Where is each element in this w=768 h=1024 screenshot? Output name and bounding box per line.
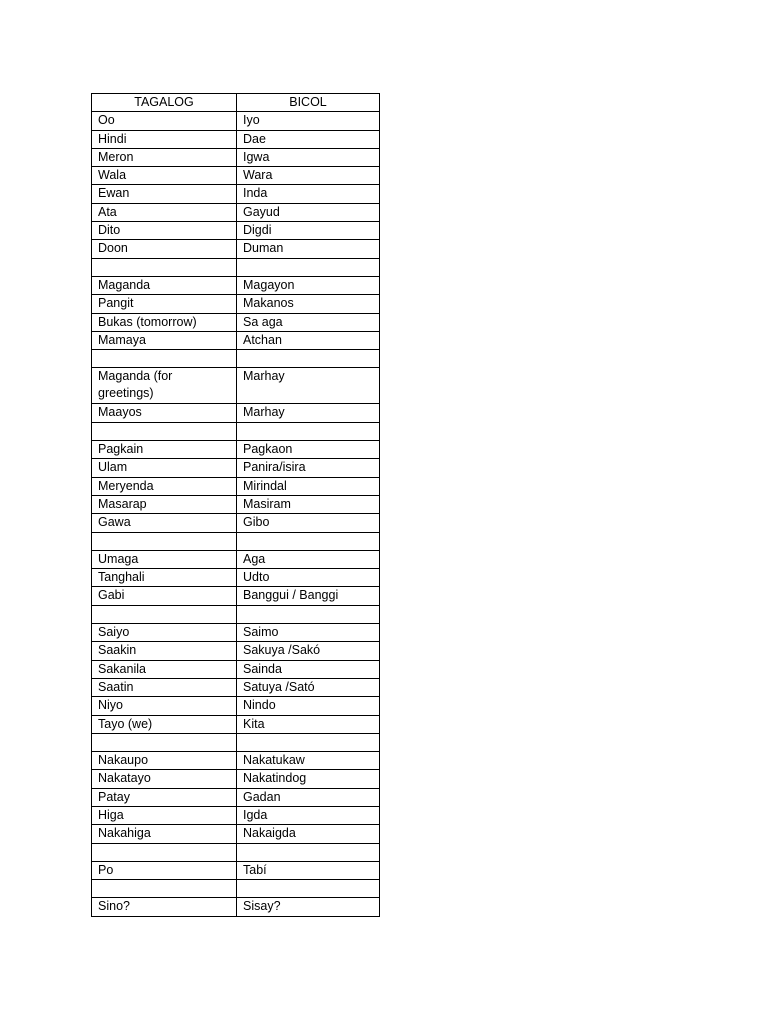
table-row (92, 550, 380, 568)
tagalog-cell: Nakaupo (92, 752, 237, 770)
table-row (92, 350, 380, 368)
bicol-cell: Sakuya /Sakó (237, 642, 380, 660)
table-row (92, 532, 380, 550)
tagalog-cell: Nakahiga (92, 825, 237, 843)
bicol-cell: Banggui / Banggi (237, 587, 380, 605)
table-row (92, 861, 380, 879)
table-row (92, 605, 380, 623)
tagalog-cell: Bukas (tomorrow) (92, 313, 237, 331)
table-row (92, 276, 380, 294)
table-row (92, 295, 380, 313)
table-row (92, 130, 380, 148)
tagalog-cell: Mamaya (92, 331, 237, 349)
table-row (92, 167, 380, 185)
bicol-cell: Dae (237, 130, 380, 148)
table-row (92, 770, 380, 788)
table-row (92, 678, 380, 696)
tagalog-cell: Saakin (92, 642, 237, 660)
tagalog-cell: Po (92, 861, 237, 879)
bicol-cell: Kita (237, 715, 380, 733)
tagalog-cell: Ulam (92, 459, 237, 477)
table-row (92, 843, 380, 861)
tagalog-cell (92, 350, 237, 368)
table-row (92, 806, 380, 824)
tagalog-cell: Meryenda (92, 477, 237, 495)
bicol-cell: Marhay (237, 368, 380, 404)
header-row (92, 94, 380, 112)
bicol-cell: Masiram (237, 495, 380, 513)
tagalog-cell: Dito (92, 222, 237, 240)
bicol-cell: Igda (237, 806, 380, 824)
table-row (92, 258, 380, 276)
tagalog-cell: Gabi (92, 587, 237, 605)
tagalog-cell: Pangit (92, 295, 237, 313)
tagalog-cell: Gawa (92, 514, 237, 532)
tagalog-cell: Maganda (for greetings) (92, 368, 237, 404)
table-row (92, 569, 380, 587)
bicol-cell: Sa aga (237, 313, 380, 331)
bicol-cell: Tabí (237, 861, 380, 879)
bicol-cell (237, 843, 380, 861)
table-row (92, 148, 380, 166)
table-row (92, 459, 380, 477)
bicol-cell: Nindo (237, 697, 380, 715)
bicol-cell: Nakatindog (237, 770, 380, 788)
header-bicol: BICOL (237, 94, 380, 112)
tagalog-cell: Umaga (92, 550, 237, 568)
table-row (92, 660, 380, 678)
tagalog-cell (92, 880, 237, 898)
tagalog-cell: Maayos (92, 404, 237, 422)
table-row (92, 697, 380, 715)
table-row (92, 788, 380, 806)
bicol-cell: Aga (237, 550, 380, 568)
bicol-cell: Marhay (237, 404, 380, 422)
bicol-cell: Satuya /Sató (237, 678, 380, 696)
bicol-cell: Duman (237, 240, 380, 258)
table-body (92, 112, 380, 916)
bicol-cell: Atchan (237, 331, 380, 349)
table-row (92, 477, 380, 495)
tagalog-cell: Ata (92, 203, 237, 221)
bicol-cell: Udto (237, 569, 380, 587)
table-row (92, 331, 380, 349)
table-row (92, 222, 380, 240)
vocabulary-table (91, 93, 380, 917)
table-row (92, 185, 380, 203)
bicol-cell: Nakaigda (237, 825, 380, 843)
bicol-cell (237, 422, 380, 440)
tagalog-cell: Higa (92, 806, 237, 824)
tagalog-cell: Patay (92, 788, 237, 806)
table-row (92, 313, 380, 331)
bicol-cell: Gibo (237, 514, 380, 532)
tagalog-cell (92, 258, 237, 276)
bicol-cell: Gadan (237, 788, 380, 806)
bicol-cell: Pagkaon (237, 441, 380, 459)
tagalog-cell: Oo (92, 112, 237, 130)
bicol-cell: Wara (237, 167, 380, 185)
tagalog-cell: Masarap (92, 495, 237, 513)
bicol-cell (237, 733, 380, 751)
tagalog-cell (92, 843, 237, 861)
tagalog-cell: Saatin (92, 678, 237, 696)
tagalog-cell: Sakanila (92, 660, 237, 678)
table-row (92, 624, 380, 642)
table-row (92, 642, 380, 660)
bicol-cell: Panira/isira (237, 459, 380, 477)
table-row (92, 587, 380, 605)
tagalog-cell: Saiyo (92, 624, 237, 642)
header-tagalog: TAGALOG (92, 94, 237, 112)
bicol-cell: Saimo (237, 624, 380, 642)
bicol-cell: Magayon (237, 276, 380, 294)
bicol-cell: Igwa (237, 148, 380, 166)
tagalog-cell: Wala (92, 167, 237, 185)
tagalog-cell: Niyo (92, 697, 237, 715)
bicol-cell (237, 880, 380, 898)
bicol-cell: Inda (237, 185, 380, 203)
table-row (92, 715, 380, 733)
bicol-cell: Gayud (237, 203, 380, 221)
bicol-cell: Sisay? (237, 898, 380, 916)
tagalog-cell: Nakatayo (92, 770, 237, 788)
bicol-cell: Digdi (237, 222, 380, 240)
table-row (92, 898, 380, 916)
bicol-cell: Iyo (237, 112, 380, 130)
table-row (92, 422, 380, 440)
table-row (92, 495, 380, 513)
tagalog-cell: Hindi (92, 130, 237, 148)
bicol-cell (237, 532, 380, 550)
bicol-cell: Makanos (237, 295, 380, 313)
tagalog-cell: Tanghali (92, 569, 237, 587)
tagalog-cell: Sino? (92, 898, 237, 916)
table-row (92, 368, 380, 404)
table-row (92, 441, 380, 459)
bicol-cell (237, 605, 380, 623)
tagalog-cell (92, 422, 237, 440)
tagalog-cell: Ewan (92, 185, 237, 203)
bicol-cell: Sainda (237, 660, 380, 678)
table-row (92, 514, 380, 532)
table-row (92, 752, 380, 770)
table-row (92, 880, 380, 898)
bicol-cell: Mirindal (237, 477, 380, 495)
table-row (92, 733, 380, 751)
tagalog-cell (92, 605, 237, 623)
tagalog-cell: Doon (92, 240, 237, 258)
tagalog-cell: Tayo (we) (92, 715, 237, 733)
table-row (92, 240, 380, 258)
bicol-cell (237, 258, 380, 276)
tagalog-cell: Pagkain (92, 441, 237, 459)
tagalog-cell (92, 733, 237, 751)
bicol-cell (237, 350, 380, 368)
tagalog-cell (92, 532, 237, 550)
tagalog-cell: Maganda (92, 276, 237, 294)
table-row (92, 112, 380, 130)
bicol-cell: Nakatukaw (237, 752, 380, 770)
table-row (92, 404, 380, 422)
table-row (92, 825, 380, 843)
tagalog-cell: Meron (92, 148, 237, 166)
table-row (92, 203, 380, 221)
